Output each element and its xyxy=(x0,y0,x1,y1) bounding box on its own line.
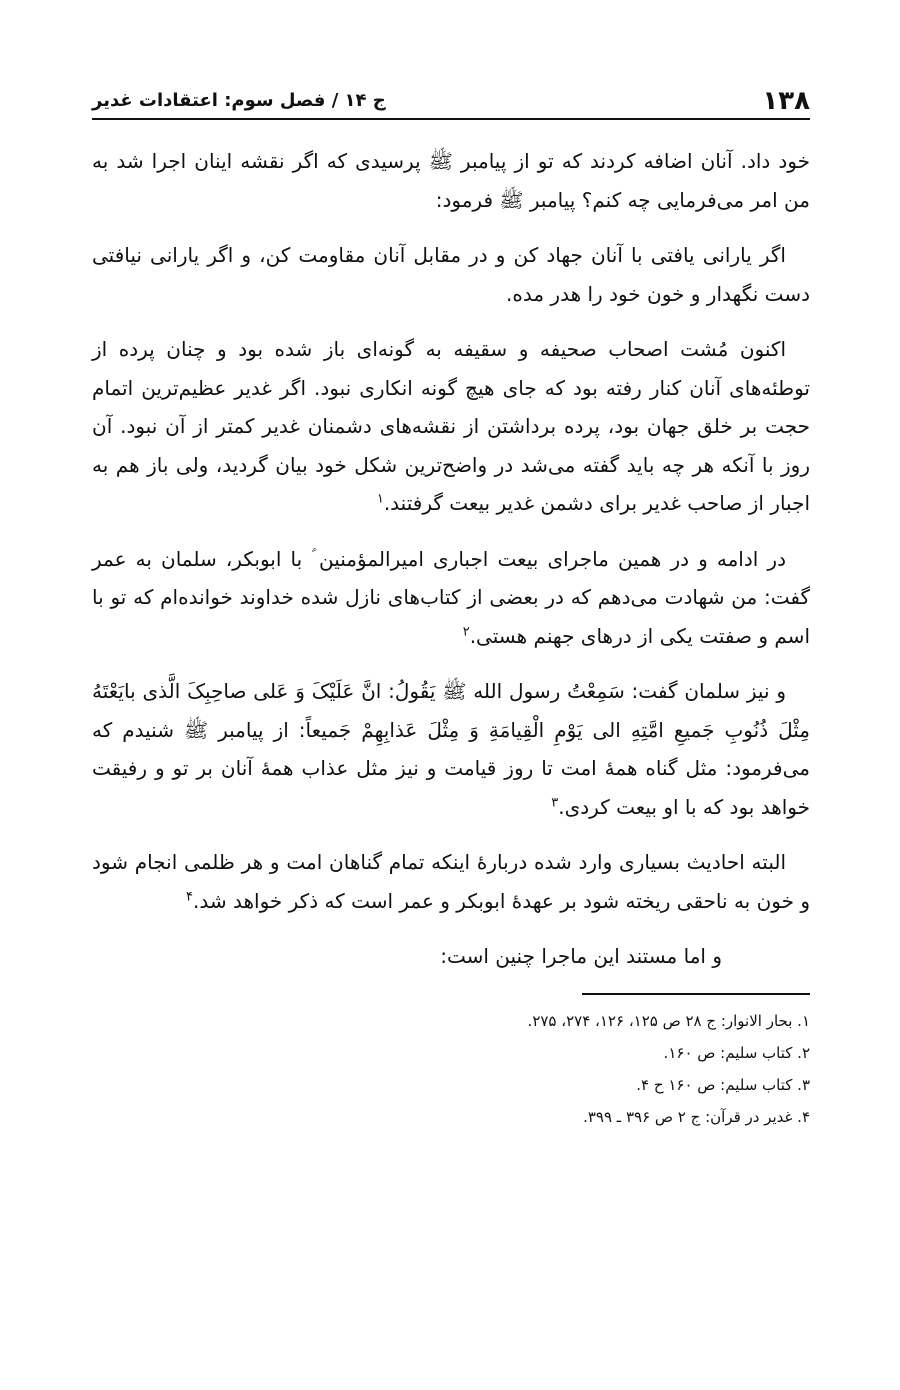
footnote-item: ۳. کتاب سلیم: ص ۱۶۰ ح ۴. xyxy=(636,1075,810,1094)
paragraph xyxy=(92,540,810,656)
paragraph xyxy=(92,843,810,920)
running-header xyxy=(92,66,810,120)
page-number: ۱۳۸ xyxy=(762,86,810,116)
footnote-item: ۲. کتاب سلیم: ص ۱۶۰. xyxy=(663,1043,810,1062)
paragraph-text: و نیز سلمان گفت: سَمِعْتُ رسول الله ﷺ یَقُولُ: انَّ عَلَیْکَ وَ عَلی صاحِبِکَ الَّذی بایَعْتَهُ مِثْلَ ذُنُوبِ جَمیعِ امَّتِهِ الی یَوْمِ الْقِیامَةِ وَ مِثْلَ عَذابِهِمْ جَمیعاً: از پیامبر ﷺ شنیدم که می‌فرمود: مثل گناه همهٔ امت تا روز قیامت و نیز مثل عذاب همهٔ آنان بر تو و رفیقت خواهد بود که با او بیعت کردی. xyxy=(92,679,810,819)
paragraph xyxy=(92,330,810,523)
paragraph-text: اگر یارانی یافتی با آنان جهاد کن و در مقابل آنان مقاومت کن، و اگر یارانی نیافتی دست نگهدار و خون خود را هدر مده. xyxy=(92,243,810,306)
paragraph-text: البته احادیث بسیاری وارد شده دربارهٔ اینکه تمام گناهان امت و هر ظلمی انجام شود و خون به ناحقی ریخته شود بر عهدهٔ ابوبکر و عمر است که ذکر خواهد شد. xyxy=(92,850,810,913)
book-page xyxy=(92,66,810,1133)
body-text xyxy=(92,142,810,976)
paragraph xyxy=(92,142,810,219)
footnotes xyxy=(92,1005,810,1133)
paragraph-text: اکنون مُشت اصحاب صحیفه و سقیفه به گونه‌ای باز شده بود و چنان پرده از توطئه‌های آنان کنار رفته بود که جای هیچ گونه انکاری نبود. اگر غدیر عظیم‌ترین اتمام حجت بر خلق جهان بود، پرده برداشتن از نقشه‌های دشمنان غدیر کمتر از آن نبود. آن روز با آنکه هر چه باید گفته می‌شد در واضح‌ترین شکل خود بیان گردید، ولی باز هم به اجبار از صاحب غدیر برای دشمن غدیر بیعت گرفتند. xyxy=(92,337,810,515)
footnote-item: ۴. غدیر در قرآن: ج ۲ ص ۳۹۶ ـ ۳۹۹. xyxy=(583,1107,810,1126)
footnote-marker: ۲ xyxy=(462,623,470,639)
running-title: ج ۱۴ / فصل سوم: اعتقادات غدیر xyxy=(92,90,386,111)
footnote-marker: ۱ xyxy=(376,491,384,507)
paragraph xyxy=(92,236,810,313)
footnote-marker: ۳ xyxy=(551,794,559,810)
paragraph-text: و اما مستند این ماجرا چنین است: xyxy=(440,944,722,968)
paragraph-text: در ادامه و در همین ماجرای بیعت اجباری امیرالمؤمنین ؑ با ابوبکر، سلمان به عمر گفت: من شهادت می‌دهم که در بعضی از کتاب‌های نازل شده خداوند خوانده‌ام که تو با اسم و صفتت یکی از درهای جهنم هستی. xyxy=(92,546,810,648)
footnote-item: ۱. بحار الانوار: ج ۲۸ ص ۱۲۵، ۱۲۶، ۲۷۴، ۲۷۵. xyxy=(527,1011,810,1030)
paragraph-text: خود داد. آنان اضافه کردند که تو از پیامبر ﷺ پرسیدی که اگر نقشه اینان اجرا شد به من امر می‌فرمایی چه کنم؟ پیامبر ﷺ فرمود: xyxy=(92,149,810,212)
paragraph xyxy=(92,672,810,826)
footnote-separator xyxy=(582,993,810,995)
paragraph xyxy=(92,937,810,976)
footnote-marker: ۴ xyxy=(186,888,194,904)
